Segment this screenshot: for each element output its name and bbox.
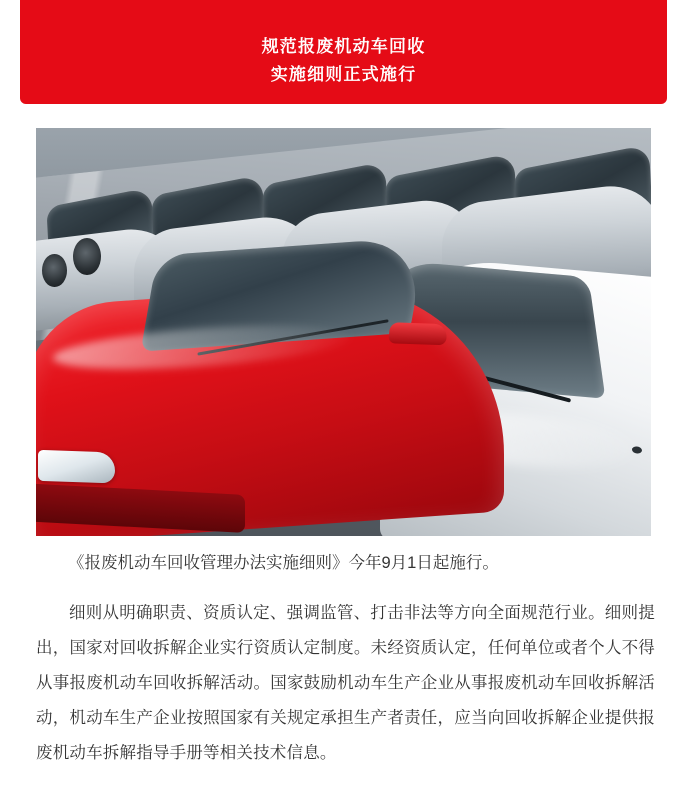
headline-banner — [20, 18, 667, 104]
banner-top-bleed — [20, 0, 667, 20]
red-car-grille — [36, 484, 244, 534]
article-body: 细则从明确职责、资质认定、强调监管、打击非法等方向全面规范行业。细则提出，国家对回收拆解企业实行资质认定制度。未经资质认定，任何单位或者个人不得从事报废机动车回收拆解活动。国家鼓励机动车生产企业从事报废机动车回收拆解活动，机动车生产企业按照国家有关规定承担生产者责任，应当向回收拆解企业提供报废机动车拆解指导手册等相关技术信息。 — [36, 604, 655, 762]
headline-line-2: 实施细则正式施行 — [270, 65, 417, 84]
photo-caption: 《报废机动车回收管理办法实施细则》今年9月1日起施行。 — [68, 554, 499, 572]
red-car-side-mirror — [387, 322, 446, 345]
wheel-2 — [42, 254, 67, 287]
headline-line-1: 规范报废机动车回收 — [261, 37, 426, 56]
red-car-headlight — [38, 450, 115, 483]
white-car-detail-1 — [633, 446, 643, 454]
photo-canvas — [36, 128, 651, 536]
wheel-1 — [73, 238, 101, 275]
article-photo — [36, 128, 651, 536]
